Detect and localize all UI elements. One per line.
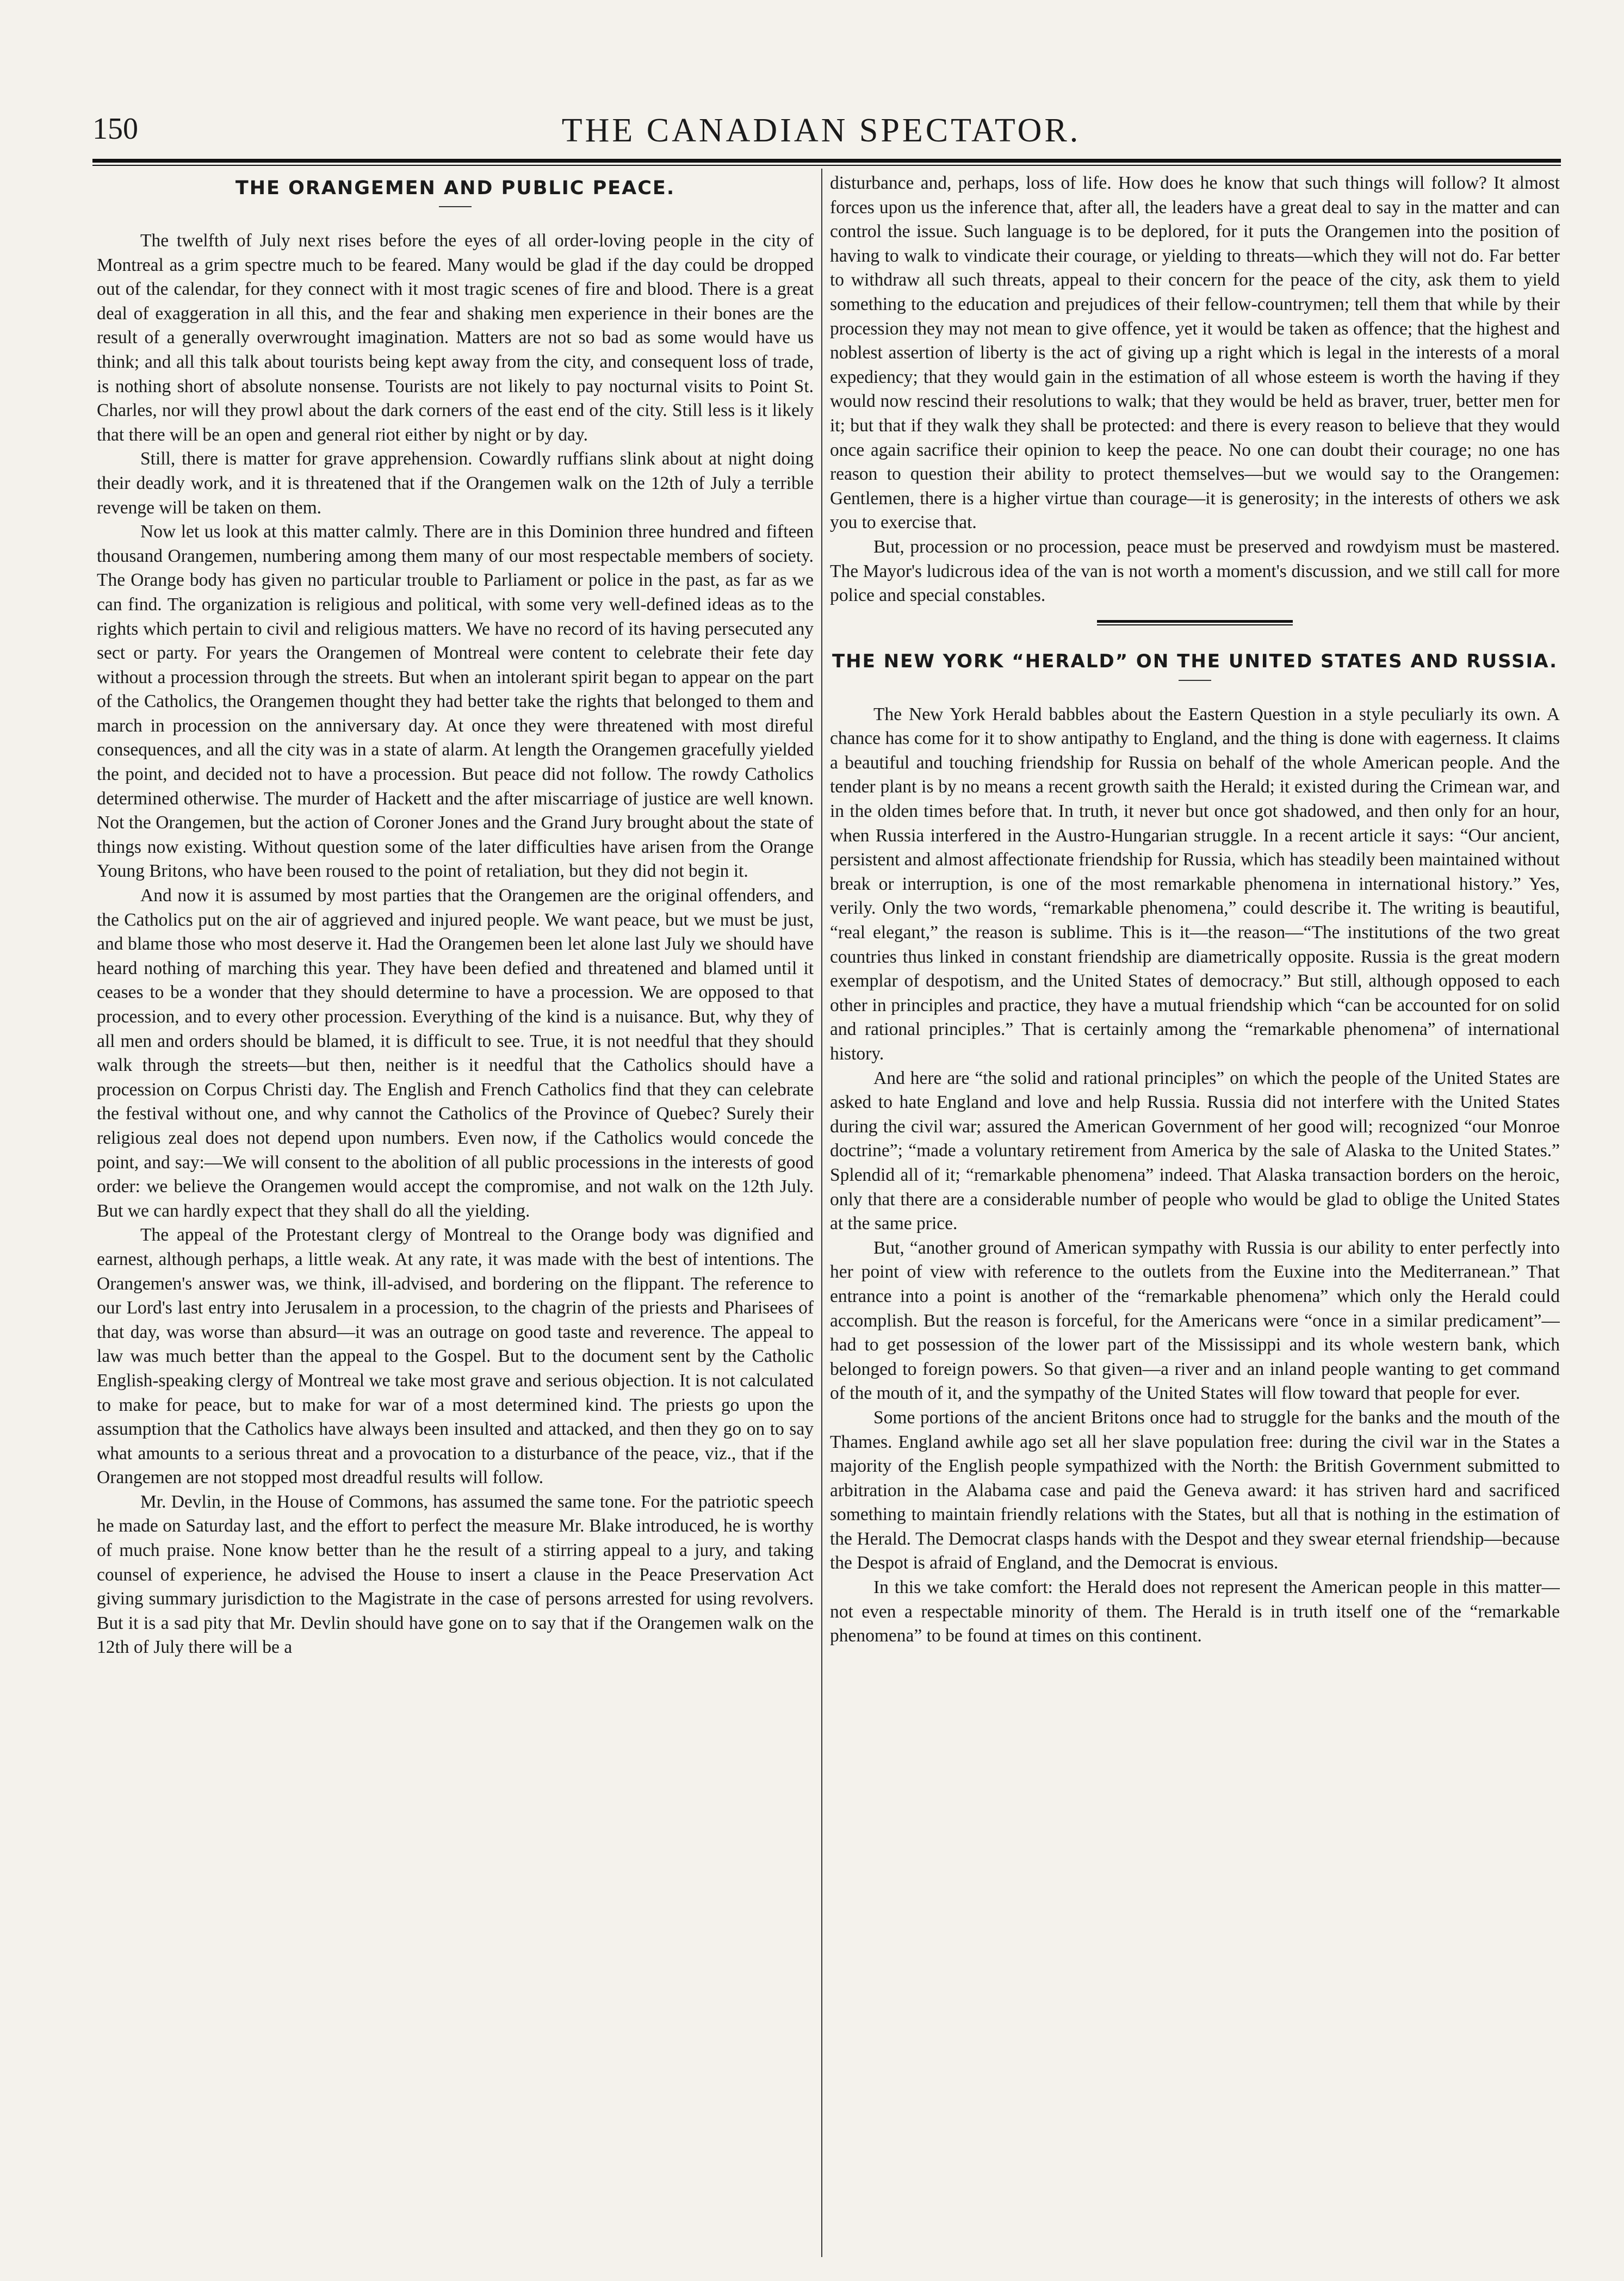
page-number: 150 [92, 112, 138, 146]
right-column [830, 171, 1560, 2254]
article-paragraph: Still, there is matter for grave apprehension. Cowardly ruffians slink about at night doing their deadly work, and it is threatened that if the Orangemen walk on the 12th of July a terrible revenge will be taken on them. [97, 449, 814, 518]
journal-title: THE CANADIAN SPECTATOR. [561, 112, 1081, 149]
column-divider [821, 169, 822, 2257]
masthead [92, 111, 1550, 160]
article-paragraph: The twelfth of July next rises before the eyes of all order-loving people in the city of Montreal as a grim spectre much to be feared. Many would be glad if the day could be dropped out of the calendar, for they connect with it most tragic scenes of fire and blood. There is a great deal of exaggeration in all this, and the fear and shaking men experience in their bones are the result of a generally overwrought imagination. Matters are not so bad as some would have us think; and all this talk about tourists being kept away from the city, and consequent loss of trade, is nothing short of absolute nonsense. Tourists are not likely to pay nocturnal visits to Point St. Charles, nor will they prowl about the dark corners of the east end of the city. Still less is it likely that there will be an open and general riot either by night or by day. [97, 231, 814, 445]
heading-rule [439, 206, 472, 207]
article-paragraph: Some portions of the ancient Britons once had to struggle for the banks and the mouth of the Thames. England awhile ago set all her slave population free: during the civil war in the States a majority of the English people sympathized with the North: the British Government submitted to arbitration in the Alabama case and paid the Geneva award: it has striven hard and sacrificed something to maintain friendly relations with the States, but all that is nothing in the estimation of the Herald. The Democrat clasps hands with the Despot and they swear eternal friendship—because the Despot is afraid of England, and the Democrat is envious. [830, 1407, 1560, 1573]
article-paragraph: But, “another ground of American sympathy with Russia is our ability to enter perfectly into her point of view with reference to the outlets from the Euxine into the Mediterranean.” That entrance into a point is another of the “remarkable phenomena” which only the Herald could accomplish. But the reason is forceful, for the Americans were “once in a similar predicament”—had to get possession of the lower part of the Mississippi and its whole western bank, which belonged to foreign powers. So that given—a river and an inland people wanting to get command of the mouth of it, and the sympathy of the United States will flow toward that people for ever. [830, 1237, 1560, 1404]
article-paragraph: But, procession or no procession, peace must be preserved and rowdyism must be mastered. The Mayor's ludicrous idea of the van is not worth a moment's discussion, and we still call for more police and special constables. [830, 536, 1560, 606]
article-paragraph: The New York Herald babbles about the Eastern Question in a style peculiarly its own. A chance has come for it to show antipathy to England, and the thing is done with eagerness. It claims a beautiful and touching friendship for Russia on behalf of the whole American people. And the tender plant is by no means a recent growth saith the Herald; it existed during the Crimean war, and in the olden times before that. In truth, it never but once got shadowed, and then only for an hour, when Russia interfered in the Austro-Hungarian struggle. In a recent article it says: “Our ancient, persistent and almost affectionate friendship for Russia, which has steadily been maintained without break or interruption, is one of the most remarkable phenomena in international history.” Yes, verily. Only the two words, “remarkable phenomena,” could describe it. The writing is beautiful, “real elegant,” the reason is sublime. This is it—the reason—“The institutions of the two great countries thus linked in constant friendship are diametrically opposite. Russia is the great modern exemplar of despotism, and the United States of democracy.” But still, although opposed to each other in principles and practice, they have a mutual friendship which “can be accounted for on solid and rational principles.” That is certainly among the “remarkable phenomena” of international history. [830, 704, 1560, 1064]
article-paragraph-continued: disturbance and, perhaps, loss of life. How does he know that such things will follow? It almost forces upon us the inference that, after all, the leaders have a great deal to say in the matter and can control the issue. Such language is to be deplored, for it puts the Orangemen into the position of having to walk to vindicate their courage, or yielding to threats—which they will not do. Far better to withdraw all such threats, appeal to their concern for the peace of the city, ask them to yield something to the education and prejudices of their fellow-countrymen; tell them that while by their procession they may not mean to give offence, yet it would be taken as offence; that the highest and noblest assertion of liberty is the act of giving up a right which is legal in the interests of a moral expediency; that they would gain in the estimation of all whose esteem is worth the having if they would now rescind their resolutions to walk; that they would be held as braver, truer, better men for it; but that if they walk they shall be protected: and there is every reason to believe that they would once again sacrifice their opinion to keep the peace. No one can doubt their courage; no one has reason to question their ability to protect themselves—but we would say to the Orangemen: Gentlemen, there is a higher virtue than courage—it is generosity; in the interests of others we ask you to exercise that. [830, 173, 1560, 533]
left-column [97, 171, 814, 2254]
article-paragraph: The appeal of the Protestant clergy of Montreal to the Orange body was dignified and earnest, although perhaps, a little weak. At any rate, it was made with the best of intentions. The Orangemen's answer was, we think, ill-advised, and bordering on the flippant. The reference to our Lord's last entry into Jerusalem in a procession, to the chagrin of the priests and Pharisees of that day, was worse than absurd—it was an outrage on good taste and reverence. The appeal to law was much better than the appeal to the Gospel. But to the document sent by the Catholic English-speaking clergy of Montreal we take most grave and serious objection. It is not calculated to make for peace, but to make for war of a most determined kind. The priests go upon the assumption that the Catholics have always been insulted and attacked, and then they go on to say what amounts to a serious threat and a provocation to a disturbance of the peace, viz., that if the Orangemen are not stopped most dreadful results will follow. [97, 1225, 814, 1488]
article-paragraph: And here are “the solid and rational principles” on which the people of the United States are asked to hate England and love and help Russia. Russia did not interfere with the United States during the civil war; assured the American Government of her good will; recognized “our Monroe doctrine”; “made a voluntary retirement from America by the sale of Alaska to the United States.” Splendid all of it; “remarkable phenomena” indeed. That Alaska transaction borders on the heroic, only that there are a considerable number of people who would be glad to oblige the United States at the same price. [830, 1068, 1560, 1234]
article-paragraph: And now it is assumed by most parties that the Orangemen are the original offenders, and the Catholics put on the air of aggrieved and injured people. We want peace, but we must be just, and blame those who most deserve it. Had the Orangemen been let alone last July we should have heard nothing of marching this year. They have been defied and threatened and blamed until it ceases to be a wonder that they should determine to have a procession. We are opposed to that procession, and to every other procession. Everything of the kind is a nuisance. But, why they of all men and orders should be blamed, it is difficult to see. True, it is not needful that they should walk through the streets—but then, neither is it needful that the Catholics should have a procession on Corpus Christi day. The English and French Catholics find that they can celebrate the festival without one, and why cannot the Catholics of the Province of Quebec? Surely their religious zeal does not depend upon numbers. Even now, if the Catholics would concede the point, and say:—We will consent to the abolition of all public processions in the interests of good order: we believe the Orangemen would accept the compromise, and not walk on the 12th July. But we can hardly expect that they shall do all the yielding. [97, 885, 814, 1221]
header-rule [92, 159, 1561, 166]
article-separator [1097, 620, 1293, 625]
article-paragraph: In this we take comfort: the Herald does not represent the American people in this matter—not even a respectable minority of them. The Herald is in truth itself one of the “remarkable phenomena” to be found at times on this continent. [830, 1577, 1560, 1646]
article-heading-herald: THE NEW YORK “HERALD” ON THE UNITED STATES AND RUSSIA. [832, 650, 1558, 672]
heading-rule [1179, 680, 1211, 681]
article-paragraph: Mr. Devlin, in the House of Commons, has assumed the same tone. For the patriotic speech he made on Saturday last, and the effort to perfect the measure Mr. Blake introduced, he is worthy of much praise. None know better than he the result of a stirring appeal to a jury, and taking counsel of experience, he advised the House to insert a clause in the Peace Preservation Act giving summary jurisdiction to the Magistrate in the case of persons arrested for using revolvers. But it is a sad pity that Mr. Devlin should have gone on to say that if the Orangemen walk on the 12th of July there will be a [97, 1491, 814, 1658]
article-heading-orangemen: THE ORANGEMEN AND PUBLIC PEACE. [235, 177, 675, 199]
article-paragraph: Now let us look at this matter calmly. There are in this Dominion three hundred and fifteen thousand Orangemen, numbering among them many of our most respectable members of society. The Orange body has given no particular trouble to Parliament or police in the past, as far as we can find. The organization is religious and political, with some very well-defined ideas as to the rights which pertain to civil and religious matters. We have no record of its having persecuted any sect or party. For years the Orangemen of Montreal were content to celebrate their fete day without a procession through the streets. But when an intolerant spirit began to appear on the part of the Catholics, the Orangemen thought they had better take the rights that belonged to them and march in procession on the anniversary day. At once they were threatened with most direful consequences, and all the city was in a state of alarm. At length the Orangemen gracefully yielded the point, and decided not to have a procession. But peace did not follow. The rowdy Catholics determined otherwise. The murder of Hackett and the after miscarriage of justice are well known. Not the Orangemen, but the action of Coroner Jones and the Grand Jury brought about the state of things now existing. Without question some of the later difficulties have arisen from the Orange Young Britons, who have been roused to the point of retaliation, but they did not begin it. [97, 522, 814, 882]
